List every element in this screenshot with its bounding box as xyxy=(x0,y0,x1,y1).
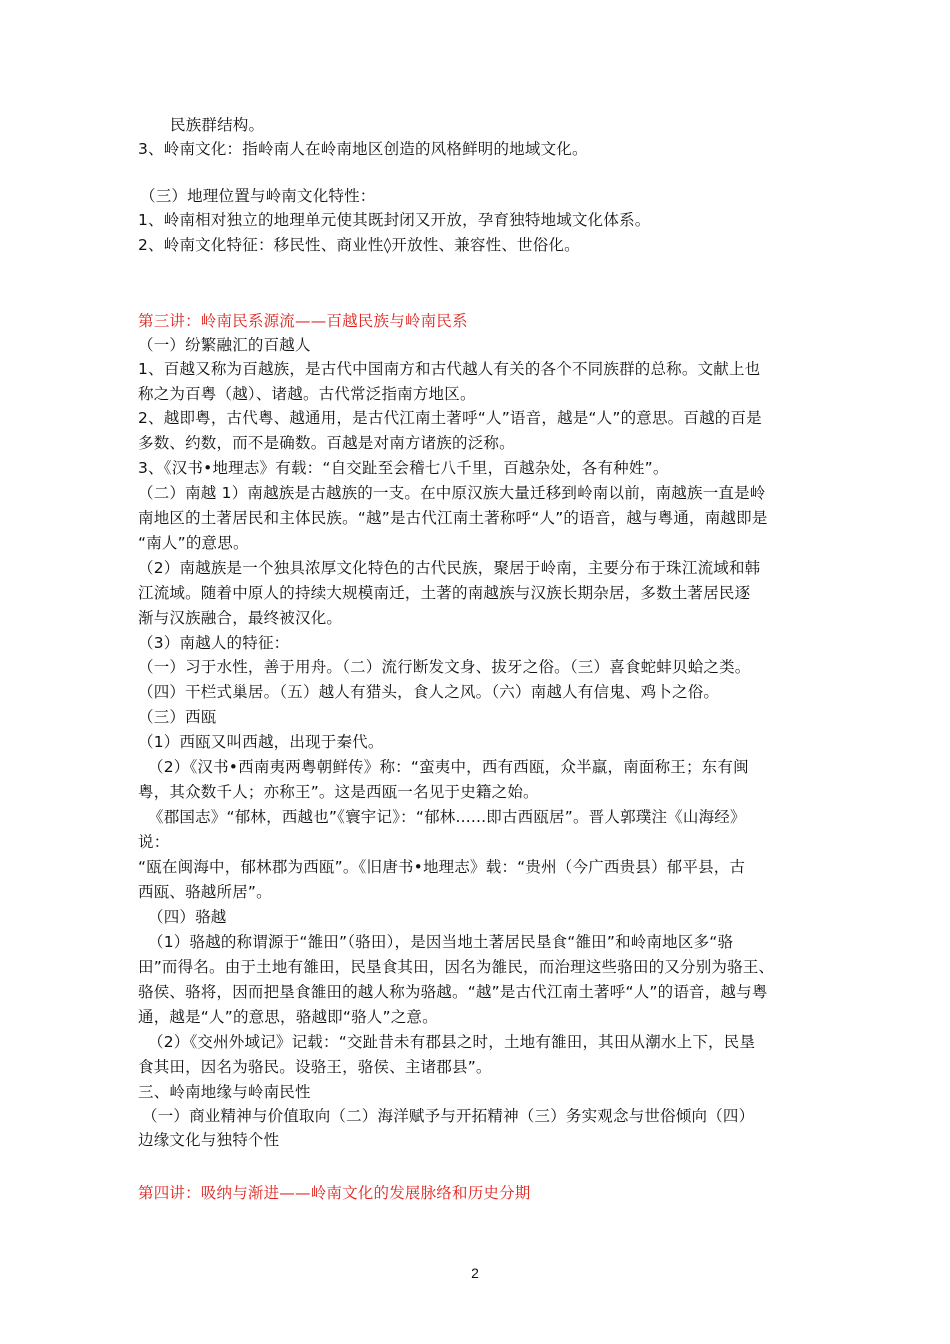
text-line: （二）南越 1）南越族是古越族的一支。在中原汉族大量迁移到岭南以前，南越族一直是岭 xyxy=(138,484,766,502)
text-line: （2）《汉书•西南夷两粤朝鲜传》称：“蛮夷中，西有西瓯，众半羸，南面称王；东有闽 xyxy=(148,758,749,776)
text-line: 1、百越又称为百越族，是古代中国南方和古代越人有关的各个不同族群的总称。文献上也 xyxy=(138,360,761,378)
text-line: “瓯在闽海中，郁林郡为西瓯”。《旧唐书•地理志》载：“贵州（今广西贵县）郁平县，古 xyxy=(138,858,746,876)
lecture-heading: 第三讲：岭南民系源流——百越民族与岭南民系 xyxy=(138,312,468,330)
text-line: 粤，其众数千人；亦称王”。这是西瓯一名见于史籍之始。 xyxy=(138,783,539,801)
text-line: 渐与汉族融合，最终被汉化。 xyxy=(138,609,343,627)
text-line: 食其田，因名为骆民。设骆王，骆侯、主诸郡县”。 xyxy=(138,1058,492,1076)
text-line: 称之为百粤（越）、诸越。古代常泛指南方地区。 xyxy=(138,385,476,403)
text-line: 说： xyxy=(138,833,170,851)
text-line: 骆侯、骆将，因而把垦食雒田的越人称为骆越。“越”是古代江南土著呼“人”的语音，越与粤 xyxy=(138,983,768,1001)
text-line: 西瓯、骆越所居”。 xyxy=(138,883,272,901)
text-line: 民族群结构。 xyxy=(170,116,265,134)
text-line: “南人”的意思。 xyxy=(138,534,249,552)
text-line: （一）商业精神与价值取向（二）海洋赋予与开拓精神（三）务实观念与世俗倾向（四） xyxy=(142,1107,755,1125)
section-heading: （一）纷繁融汇的百越人 xyxy=(138,336,311,354)
text-line: 通，越是“人”的意思，骆越即“骆人”之意。 xyxy=(138,1008,438,1026)
text-line: 3、《汉书•地理志》有载：“自交趾至会稽七八千里，百越杂处，各有种姓”。 xyxy=(138,459,669,477)
text-line: （2）《交州外域记》记载：“交趾昔未有郡县之时，土地有雒田，其田从潮水上下，民垦 xyxy=(148,1033,756,1051)
lecture-heading: 第四讲：吸纳与渐进——岭南文化的发展脉络和历史分期 xyxy=(138,1184,531,1202)
text-line: 江流域。随着中原人的持续大规模南迁，土著的南越族与汉族长期杂居，多数土著居民逐 xyxy=(138,584,751,602)
text-line: 3、岭南文化：指岭南人在岭南地区创造的风格鲜明的地域文化。 xyxy=(138,140,588,158)
text-line: （1）骆越的称谓源于“雒田”（骆田），是因当地土著居民垦食“雒田”和岭南地区多“骆 xyxy=(148,933,734,951)
section-heading: （四）骆越 xyxy=(148,908,227,926)
section-heading: （三）西瓯 xyxy=(138,708,217,726)
text-line: 南地区的土著居民和主体民族。“越”是古代江南土著称呼“人”的语音，越与粤通，南越即是 xyxy=(138,509,768,527)
text-line: （四）干栏式巢居。（五）越人有猎头，食人之风。（六）南越人有信鬼、鸡卜之俗。 xyxy=(138,683,720,701)
section-heading: （三）地理位置与岭南文化特性： xyxy=(140,187,376,205)
text-line: （一）习于水性，善于用舟。（二）流行断发文身、拔牙之俗。（三）喜食蛇蚌贝蛤之类。 xyxy=(138,658,751,676)
text-line: 《郡国志》“郁林，西越也”《寰宇记》：“郁林......即古西瓯居”。晋人郭璞注《山海经》 xyxy=(148,808,746,826)
text-line: 多数、约数，而不是确数。百越是对南方诸族的泛称。 xyxy=(138,434,515,452)
text-line: 1、岭南相对独立的地理单元使其既封闭又开放，孕育独特地域文化体系。 xyxy=(138,211,651,229)
text-line: （1）西瓯又叫西越，出现于秦代。 xyxy=(138,733,384,751)
page-number: 2 xyxy=(471,1265,479,1281)
text-line: （3）南越人的特征： xyxy=(138,634,290,652)
text-line: 2、岭南文化特征：移民性、商业性◊开放性、兼容性、世俗化。 xyxy=(138,236,580,254)
section-heading: 三、岭南地缘与岭南民性 xyxy=(138,1083,311,1101)
text-line: （2）南越族是一个独具浓厚文化特色的古代民族，聚居于岭南，主要分布于珠江流域和韩 xyxy=(138,559,761,577)
text-line: 边缘文化与独特个性 xyxy=(138,1131,280,1149)
text-line: 田”而得名。由于土地有雒田，民垦食其田，因名为雒民，而治理这些骆田的又分别为骆王、 xyxy=(138,958,775,976)
text-line: 2、越即粤，古代粤、越通用，是古代江南土著呼“人”语音，越是“人”的意思。百越的百是 xyxy=(138,409,762,427)
